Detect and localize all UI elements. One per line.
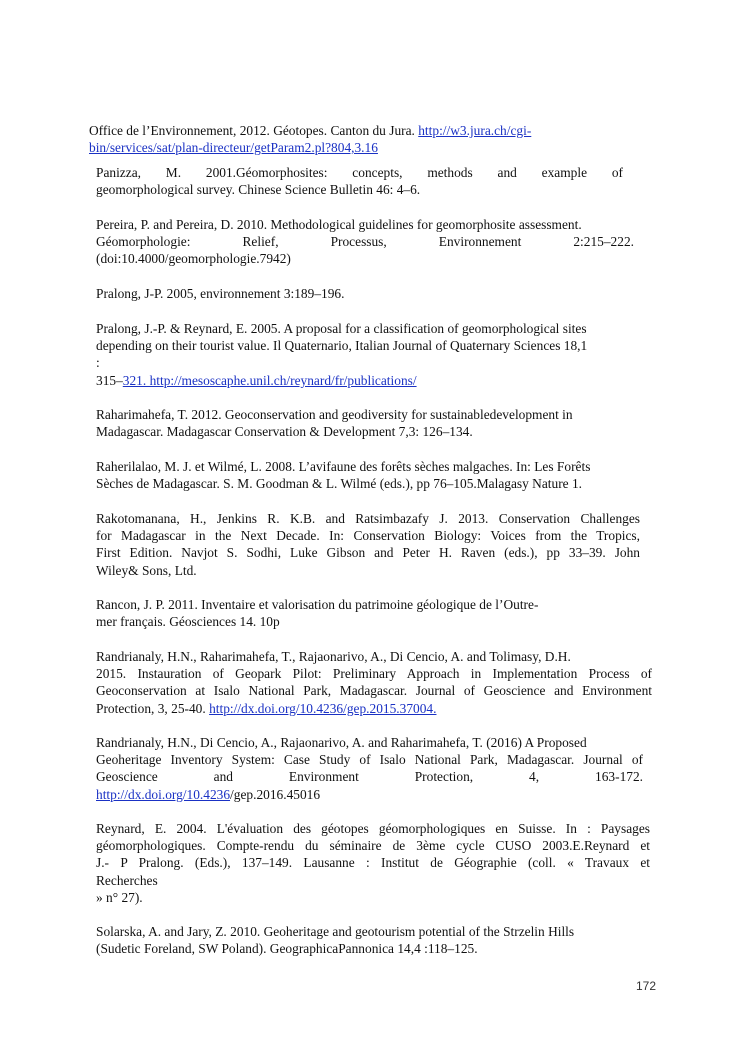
reference-line: Wiley& Sons, Ltd. [96,562,197,578]
reference-line: Pralong, J-P. 2005, environnement 3:189–196. [96,286,345,301]
reference-link[interactable]: http://dx.doi.org/10.4236 [96,786,231,802]
reference-pralong-2005 [96,285,616,302]
reference-text: Geoscience and Environment Protection, 4, 163-172. [96,769,643,785]
page-number: 172 [635,979,656,993]
reference-link[interactable]: 321. http://mesoscaphe.unil.ch/reynard/fr/publications/ [122,372,417,388]
reference-office-environnement [89,122,609,156]
reference-randrianaly-2015 [96,648,652,717]
reference-pereira [96,216,634,268]
reference-text: Protection, 3, 25-40. [96,700,210,716]
reference-line: : [96,355,100,371]
reference-line: First Edition. Navjot S. Sodhi, Luke Gibson and Peter H. Raven (eds.), pp 33–39. John [96,545,640,561]
reference-line: J.- P Pralong. (Eds.), 137–149. Lausanne : Institut de Géographie (coll. « Travaux et [96,855,650,871]
reference-solarska [96,923,636,957]
reference-line: Reynard, E. 2004. L'évaluation des géotopes géomorphologiques en Suisse. In : Paysages [96,821,650,836]
reference-line: geomorphological survey. Chinese Science Bulletin 46: 4–6. [96,182,421,198]
reference-line: 2015. Instauration of Geopark Pilot: Preliminary Approach in Implementation Process of [96,666,652,682]
reference-line: mer français. Géosciences 14. 10p [96,614,280,630]
reference-rakotomanana [96,510,640,579]
reference-line: Pereira, P. and Pereira, D. 2010. Methodological guidelines for geomorphosite assessment. [96,217,582,232]
reference-rancon [96,596,616,630]
reference-raherilalao [96,458,652,492]
reference-line: for Madagascar in the Next Decade. In: Conservation Biology: Voices from the Tropics, [96,528,640,544]
reference-line: Recherches [96,872,158,888]
reference-line: Randrianaly, H.N., Di Cencio, A., Rajaonarivo, A. and Raharimahefa, T. (2016) A Proposed [96,735,587,750]
reference-text: /gep.2016.45016 [230,786,321,802]
reference-link[interactable]: http://w3.jura.ch/cgi- [418,123,532,138]
reference-line: Solarska, A. and Jary, Z. 2010. Geoheritage and geotourism potential of the Strzelin Hills [96,924,575,939]
reference-line: (Sudetic Foreland, SW Poland). GeographicaPannonica 14,4 :118–125. [96,941,478,957]
reference-line: Sèches de Madagascar. S. M. Goodman & L. Wilmé (eds.), pp 76–105.Malagasy Nature 1. [96,476,583,492]
reference-line: Géomorphologie: Relief, Processus, Environnement 2:215–222. [96,234,634,250]
reference-line: Madagascar. Madagascar Conservation & Development 7,3: 126–134. [96,424,473,440]
reference-line: géomorphologiques. Compte-rendu du séminaire de 3ème cycle CUSO 2003.E.Reynard et [96,838,650,854]
reference-link[interactable]: bin/services/sat/plan-directeur/getParam2.pl?804,3.16 [89,140,378,156]
reference-text: 315– [96,372,123,388]
reference-line: Randrianaly, H.N., Raharimahefa, T., Rajaonarivo, A., Di Cencio, A. and Tolimasy, D.H. [96,649,571,664]
reference-line: Rancon, J. P. 2011. Inventaire et valorisation du patrimoine géologique de l’Outre- [96,597,539,612]
reference-line: (doi:10.4000/geomorphologie.7942) [96,251,291,267]
reference-line: » n° 27). [96,889,143,905]
reference-line: depending on their tourist value. Il Quaternario, Italian Journal of Quaternary Sciences 18,1 [96,338,588,354]
reference-link[interactable]: http://dx.doi.org/10.4236/gep.2015.37004. [209,700,437,716]
reference-pralong-reynard [96,320,656,389]
reference-raharimahefa [96,406,636,440]
reference-line: Pralong, J.-P. & Reynard, E. 2005. A proposal for a classification of geomorphological sites [96,321,587,336]
reference-line: Raharimahefa, T. 2012. Geoconservation and geodiversity for sustainabledevelopment in [96,407,573,422]
reference-line: Geoconservation at Isalo National Park, Madagascar. Journal of Geoscience and Environment [96,683,652,699]
reference-line: Rakotomanana, H., Jenkins R. K.B. and Ratsimbazafy J. 2013. Conservation Challenges [96,511,640,526]
reference-reynard [96,820,650,906]
reference-line: Panizza, M. 2001.Géomorphosites: concepts, methods and example of [96,165,623,180]
reference-randrianaly-2016 [96,734,643,803]
reference-text: Office de l’Environnement, 2012. Géotopes. Canton du Jura. [89,123,419,138]
reference-line: Geoheritage Inventory System: Case Study of Isalo National Park, Madagascar. Journal of [96,752,643,768]
reference-panizza [96,164,623,198]
reference-line [96,768,643,785]
reference-line: Raherilalao, M. J. et Wilmé, L. 2008. L’avifaune des forêts sèches malgaches. In: Les Forêts [96,459,591,474]
